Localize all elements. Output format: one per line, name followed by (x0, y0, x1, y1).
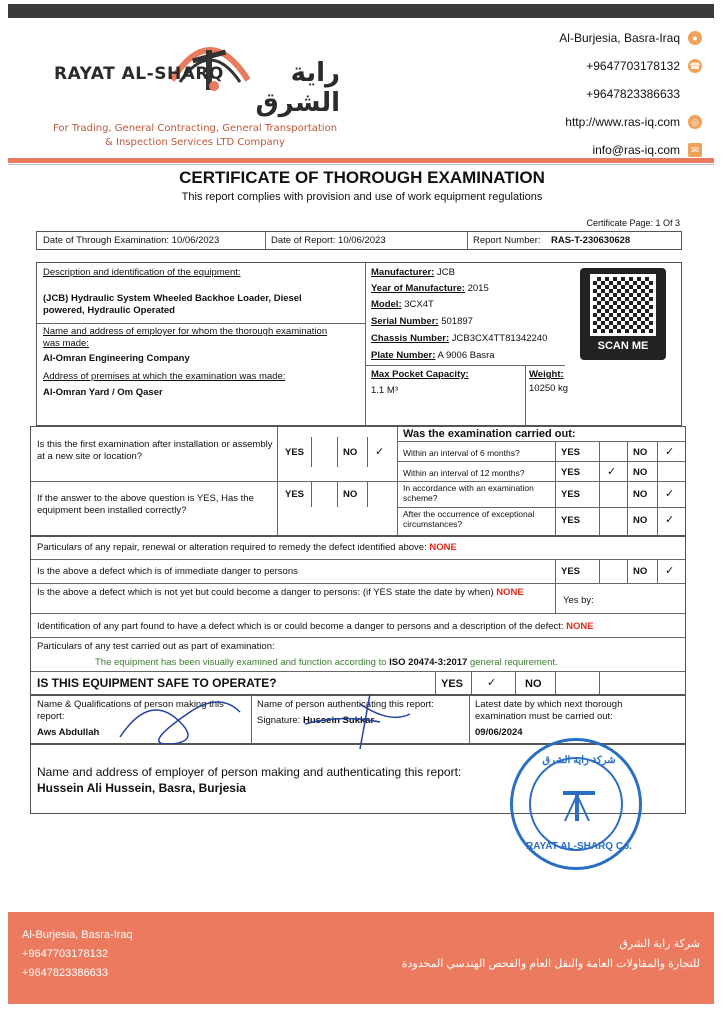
globe-icon: ◎ (688, 115, 702, 129)
next-label: Latest date by which next thorough examination must be carried out: (475, 699, 623, 722)
company-subtitle (40, 122, 350, 150)
footer-arabic (402, 934, 700, 974)
qr-code[interactable] (580, 268, 666, 360)
logo-text-ar: راية الشرق (255, 58, 340, 118)
signature-aws (110, 682, 250, 752)
particulars-block (30, 536, 686, 696)
subtitle-line-2: & Inspection Services LTD Company (105, 137, 285, 148)
desc-label: Description and identification of the equipment: (43, 267, 241, 278)
stamp-pump-icon (557, 781, 601, 825)
exam-scheme: In accordance with an examination scheme? (403, 483, 534, 503)
divider (467, 232, 468, 249)
divider (367, 437, 368, 467)
employer-label: Name and address of employer for whom the thorough examination was made: (43, 326, 328, 349)
divider (367, 481, 368, 507)
person-name: Aws Abdullah (37, 727, 100, 738)
except-yes[interactable]: YES (561, 515, 581, 526)
certificate-page: Certificate Page: 1 Of 3 (586, 218, 680, 228)
divider (337, 437, 338, 467)
employer-value: Al-Omran Engineering Company (43, 353, 190, 364)
address-text: Al-Burjesia, Basra-Iraq (559, 31, 680, 45)
divider (251, 695, 252, 743)
next-date: 09/06/2024 (475, 727, 523, 738)
website-link[interactable]: http://www.ras-iq.com (565, 115, 680, 129)
divider (599, 671, 600, 695)
report-date: Date of Report: 10/06/2023 (271, 235, 386, 246)
test-label: Particulars of any test carried out as part of examination: (37, 641, 275, 652)
premises-value: Al-Omran Yard / Om Qaser (43, 387, 163, 398)
safe-no[interactable]: NO (525, 678, 542, 690)
capacity-label: Max Pocket Capacity: (371, 369, 469, 380)
divider (311, 481, 312, 507)
manufacturer-value: JCB (436, 267, 455, 278)
auth-sig-label: Signature: (257, 715, 301, 726)
weight-label: Weight: (529, 369, 564, 380)
phone2-text: +9647823386633 (586, 87, 680, 101)
immediate-no-check: ✓ (665, 565, 675, 577)
was-carried-out: Was the examination carried out: (403, 428, 576, 440)
auth-label: Name of person authenticating this report: (257, 699, 434, 710)
q2-yes[interactable]: YES (285, 489, 305, 500)
i6-no[interactable]: NO (633, 447, 648, 458)
divider (397, 507, 685, 508)
footer-ar-line2: للتجارة والمقاولات العامة والنقل العام والفحص الهندسي المحدودة (401, 958, 700, 970)
person-label: Name & Qualifications of person making this report: (37, 699, 224, 722)
divider (525, 365, 526, 425)
divider (337, 481, 338, 507)
document-subtitle: This report complies with provision and use of work equipment regulations (181, 191, 543, 203)
header-divider (8, 158, 714, 163)
phone1-text: +9647703178132 (586, 59, 680, 73)
repair-label: Particulars of any repair, renewal or alteration required to remedy the defect identified above: (37, 542, 427, 553)
divider (515, 671, 516, 695)
divider (657, 559, 658, 583)
divider (599, 559, 600, 583)
immediate-yes[interactable]: YES (561, 566, 581, 577)
repair-none: NONE (429, 542, 457, 553)
not-yet-row (37, 587, 537, 599)
test-std: ISO 20474-3:2017 (389, 657, 468, 668)
divider (31, 559, 685, 560)
stamp-text-ar: شركة راية الشرق (542, 755, 616, 766)
year-value: 2015 (467, 283, 489, 294)
divider (397, 441, 685, 442)
yes-by: Yes by: (563, 595, 594, 606)
plate-value: A 9006 Basra (437, 350, 495, 361)
except-no-check: ✓ (665, 514, 675, 526)
model-value: 3CX4T (404, 299, 434, 310)
identification-label: Identification of any part found to have a defect which is or could become a danger to persons and a description of the defect: (37, 621, 564, 632)
divider (555, 583, 556, 613)
divider (627, 559, 628, 583)
employer-label: Name and address of employer of person making and authenticating this report: (37, 765, 462, 779)
q2-no[interactable]: NO (343, 489, 358, 500)
exam-date: Date of Through Examination: 10/06/2023 (43, 235, 220, 246)
divider (397, 481, 685, 482)
divider (555, 441, 556, 535)
stamp-text-en: RAYAT AL-SHARQ Co. (526, 841, 632, 852)
chassis-value: JCB3CX4TT81342240 (451, 333, 548, 344)
footer-phone2: +9647823386633 (22, 967, 108, 979)
test-post: general requirement. (469, 657, 558, 668)
divider (31, 583, 685, 584)
document-title: CERTIFICATE OF THOROUGH EXAMINATION (179, 168, 545, 187)
qr-pattern (590, 274, 656, 336)
employer-value: Hussein Ali Hussein, Basra, Burjesia (37, 781, 246, 795)
chassis-label: Chassis Number: (371, 333, 450, 344)
footer-ar-line1: شركة راية الشرق (619, 938, 700, 950)
divider (555, 559, 556, 583)
serial-value: 501897 (441, 316, 473, 327)
phone-icon: ☎ (689, 61, 701, 71)
footer (8, 912, 714, 1004)
safe-question: IS THIS EQUIPMENT SAFE TO OPERATE? (37, 676, 277, 690)
location-icon: ● (688, 31, 702, 45)
subtitle-line-1: For Trading, General Contracting, General Transportation (52, 123, 338, 134)
divider (599, 441, 600, 535)
divider (31, 671, 685, 672)
divider (435, 671, 436, 695)
year-label: Year of Manufacture: (371, 283, 465, 294)
manufacturer-label: Manufacturer: (371, 267, 435, 278)
divider (31, 613, 685, 614)
divider (471, 671, 472, 695)
date-row (36, 231, 682, 250)
top-bar (8, 4, 714, 18)
scheme-no-check: ✓ (665, 488, 675, 500)
immediate-danger: Is the above a defect which is of immediate danger to persons (37, 566, 298, 577)
q1-no-check: ✓ (375, 446, 385, 458)
divider (555, 671, 556, 695)
test-pre: The equipment has been visually examined and function according to (95, 657, 387, 668)
header-divider-thin (8, 164, 714, 165)
q1-yes[interactable]: YES (285, 447, 305, 458)
email-link[interactable]: info@ras-iq.com (592, 143, 680, 157)
interval-12: Within an interval of 12 months? (403, 468, 525, 478)
premises-label: Address of premises at which the examination was made: (43, 371, 286, 382)
capacity-value: 1.1 M³ (371, 385, 398, 396)
divider (397, 461, 685, 462)
divider (365, 263, 366, 425)
test-row (95, 657, 558, 669)
identification-none: NONE (566, 621, 594, 632)
auth-name: Hussein Sukkar (302, 715, 375, 726)
except-no[interactable]: NO (633, 515, 648, 526)
i12-yes[interactable]: YES (561, 467, 581, 478)
safe-yes-check: ✓ (487, 677, 497, 689)
report-number-label: Report Number: (473, 235, 541, 246)
plate-label: Plate Number: (371, 350, 436, 361)
q1-text: Is this the first examination after installation or assembly at a new site or location? (37, 439, 273, 462)
not-yet-label: Is the above a defect which is not yet but could become a danger to persons: (if YES state the date by when) (37, 587, 494, 598)
interval-6: Within an interval of 6 months? (403, 448, 520, 458)
divider (37, 323, 365, 324)
logo-text-en: RAYAT AL-SHARQ (54, 64, 224, 84)
scheme-no[interactable]: NO (633, 489, 648, 500)
repair-row (37, 542, 683, 554)
weight-value: 10250 kg (529, 383, 569, 394)
model-label: Model: (371, 299, 402, 310)
q1-no[interactable]: NO (343, 447, 358, 458)
questions-block (30, 426, 686, 536)
company-logo (40, 28, 340, 128)
divider (311, 437, 312, 467)
divider (365, 365, 565, 366)
footer-phone1: +9647703178132 (22, 948, 108, 960)
divider (627, 441, 628, 535)
desc-value: (JCB) Hydraulic System Wheeled Backhoe Loader, Diesel powered, Hydraulic Operated (43, 293, 302, 316)
report-number: RAS-T-230630628 (551, 235, 631, 246)
identification-row (37, 621, 683, 633)
i12-yes-check: ✓ (607, 466, 617, 478)
footer-contact (22, 926, 133, 983)
q2-text: If the answer to the above question is YES, Has the equipment been installed correctly? (37, 493, 254, 516)
divider (265, 232, 266, 249)
mail-icon: ✉ (688, 143, 702, 157)
immediate-no[interactable]: NO (633, 566, 648, 577)
i12-no[interactable]: NO (633, 467, 648, 478)
divider (469, 695, 470, 743)
qr-label: SCAN ME (597, 340, 649, 352)
serial-label: Serial Number: (371, 316, 439, 327)
divider (31, 481, 397, 482)
company-stamp (510, 738, 642, 870)
i6-yes[interactable]: YES (561, 447, 581, 458)
safe-yes[interactable]: YES (441, 678, 464, 690)
divider (31, 637, 685, 638)
footer-address: Al-Burjesia, Basra-Iraq (22, 929, 133, 941)
i6-no-check: ✓ (665, 446, 675, 458)
scheme-yes[interactable]: YES (561, 489, 581, 500)
divider (657, 441, 658, 535)
contact-block (559, 24, 702, 164)
exceptional: After the occurrence of exceptional circumstances? (403, 509, 535, 529)
not-yet-none: NONE (496, 587, 524, 598)
